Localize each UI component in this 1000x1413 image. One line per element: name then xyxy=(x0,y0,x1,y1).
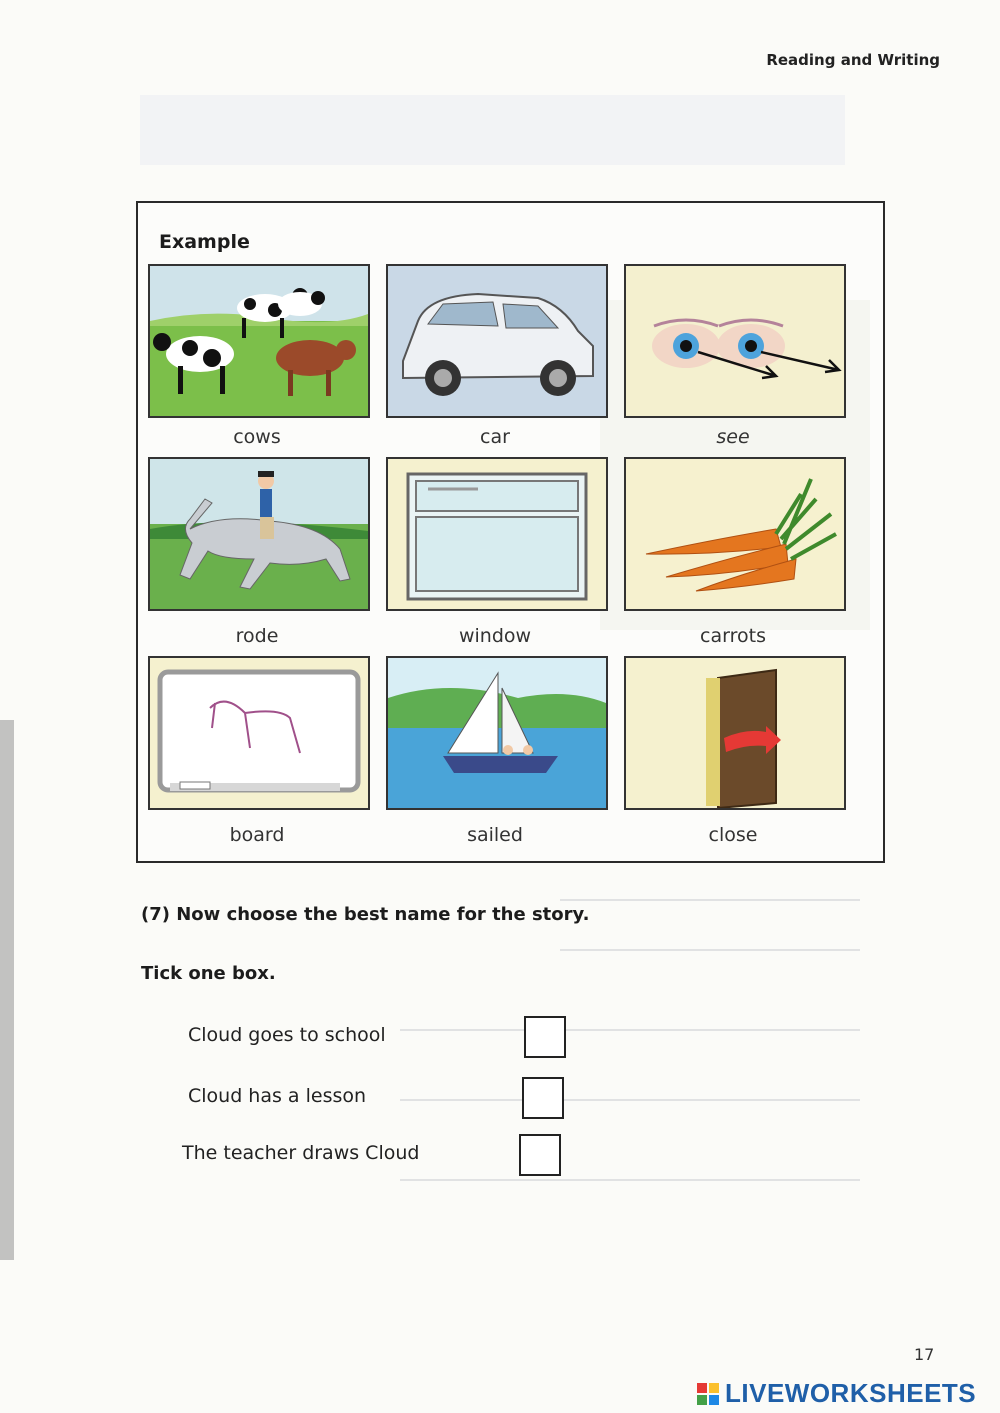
caption-sailed: sailed xyxy=(467,824,523,846)
car-picture xyxy=(386,264,608,418)
window-picture xyxy=(386,457,608,611)
caption-see: see xyxy=(716,426,750,448)
liveworksheets-wordmark: LIVEWORKSHEETS xyxy=(725,1378,977,1408)
option-checkbox-3[interactable] xyxy=(519,1134,561,1176)
horse-rider-picture xyxy=(148,457,370,611)
caption-car: car xyxy=(480,426,510,448)
eyes-picture xyxy=(624,264,846,418)
liveworksheets-logo-icon xyxy=(697,1383,719,1405)
question-prompt: (7) Now choose the best name for the story. xyxy=(141,904,590,925)
tick-instruction: Tick one box. xyxy=(141,963,276,984)
caption-cows: cows xyxy=(233,426,281,448)
door-picture xyxy=(624,656,846,810)
caption-board: board xyxy=(229,824,285,846)
cows-picture xyxy=(148,264,370,418)
liveworksheets-logo xyxy=(697,1378,976,1409)
carrots-picture xyxy=(624,457,846,611)
option-label-1: Cloud goes to school xyxy=(188,1024,386,1046)
page-number: 17 xyxy=(914,1345,935,1364)
caption-close: close xyxy=(708,824,758,846)
option-checkbox-2[interactable] xyxy=(522,1077,564,1119)
caption-window: window xyxy=(458,625,532,647)
option-label-2: Cloud has a lesson xyxy=(188,1085,367,1107)
option-checkbox-1[interactable] xyxy=(524,1016,566,1058)
caption-rode: rode xyxy=(235,625,279,647)
caption-carrots: carrots xyxy=(700,625,766,647)
whiteboard-picture xyxy=(148,656,370,810)
example-label: Example xyxy=(159,231,250,253)
example-frame xyxy=(136,201,885,863)
section-header: Reading and Writing xyxy=(766,51,940,69)
option-label-3: The teacher draws Cloud xyxy=(182,1142,420,1164)
sailboat-picture xyxy=(386,656,608,810)
